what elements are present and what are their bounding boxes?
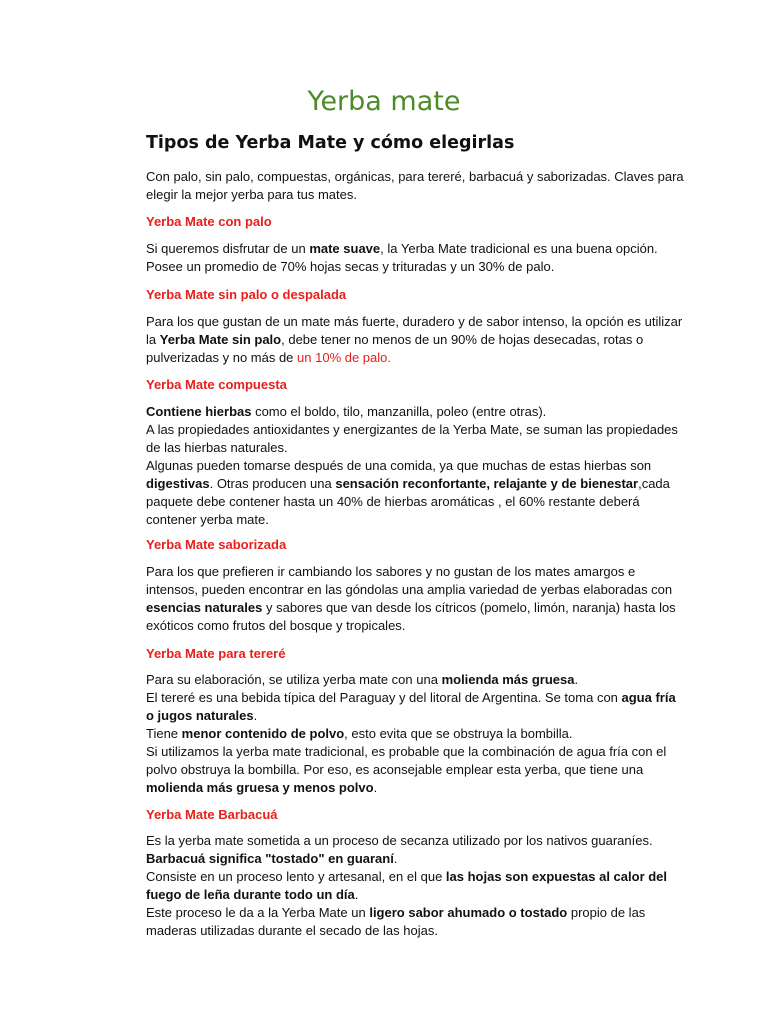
text-span: , debe tener no menos de un 90% de hojas desecadas, rotas o pulverizadas y no más de	[146, 332, 644, 365]
text-span: .	[373, 780, 378, 795]
line	[146, 832, 686, 868]
line	[146, 689, 686, 725]
text-span: como el boldo, tilo, manzanilla, poleo (entre otras).	[251, 404, 547, 419]
text-span: Algunas pueden tomarse después de una comida, ya que muchas de estas hierbas son	[146, 458, 652, 473]
text-span: .	[253, 708, 258, 723]
bold-span: sensación reconfortante, relajante y de bienestar	[335, 476, 639, 491]
paragraph-sin-palo	[146, 313, 686, 367]
bold-span: las hojas son expuestas al calor del fuego de leña durante todo un día	[146, 869, 668, 902]
heading-terere: Yerba Mate para tereré	[146, 646, 286, 661]
line	[146, 457, 686, 529]
heading-compuesta: Yerba Mate compuesta	[146, 377, 287, 392]
line	[146, 403, 686, 421]
text-span: . Otras producen una	[209, 476, 336, 491]
text-span: y sabores que van desde los cítricos (pomelo, limón, naranja) hasta los exóticos como frutos del bosque y tropicales.	[146, 600, 676, 633]
line	[146, 725, 686, 743]
text-span: .	[354, 887, 359, 902]
document-subtitle: Tipos de Yerba Mate y cómo elegirlas	[146, 133, 515, 153]
bold-span: molienda más gruesa y menos polvo	[146, 780, 374, 795]
bold-span: esencias naturales	[146, 600, 263, 615]
red-span: un 10% de palo.	[297, 350, 391, 365]
heading-saborizada: Yerba Mate saborizada	[146, 537, 287, 552]
bold-span: Barbacuá significa "tostado" en guaraní	[146, 851, 394, 866]
text-span: Tiene	[146, 726, 182, 741]
text-span: El tereré es una bebida típica del Paraguay y del litoral de Argentina. Se toma con	[146, 690, 622, 705]
document-title: Yerba mate	[307, 86, 461, 117]
line	[146, 743, 686, 797]
bold-span: menor contenido de polvo	[181, 726, 345, 741]
heading-sin-palo: Yerba Mate sin palo o despalada	[146, 287, 347, 302]
line: A las propiedades antioxidantes y energizantes de la Yerba Mate, se suman las propiedades de las hierbas naturales.	[146, 422, 678, 455]
intro-paragraph: Con palo, sin palo, compuestas, orgánicas, para tereré, barbacuá y saborizadas. Claves para elegir la mejor yerba para tus mates.	[146, 169, 684, 202]
text-span: , la Yerba Mate tradicional es una buena opción. Posee un promedio de 70% hojas secas y trituradas y un 30% de palo.	[146, 241, 658, 274]
bold-span: agua fría o jugos naturales	[146, 690, 676, 723]
text-span: ,cada paquete debe contener hasta un 40% de hierbas aromáticas , el 60% restante deberá contener yerba mate.	[146, 476, 670, 527]
bold-span: Yerba Mate sin palo	[159, 332, 282, 347]
paragraph-terere	[146, 671, 686, 797]
text-span: Para los que prefieren ir cambiando los sabores y no gustan de los mates amargos e intensos, pueden encontrar en las góndolas una amplia variedad de yerbas elaboradas con	[146, 564, 673, 597]
text-span: propio de las maderas utilizadas durante el secado de las hojas.	[146, 905, 646, 938]
text-span: Este proceso le da a la Yerba Mate un	[146, 905, 370, 920]
line	[146, 904, 686, 940]
paragraph-barbacua	[146, 832, 686, 940]
text-span: , esto evita que se obstruya la bombilla.	[344, 726, 573, 741]
heading-con-palo: Yerba Mate con palo	[146, 214, 272, 229]
text-span: .	[574, 672, 579, 687]
line	[146, 868, 686, 904]
paragraph-saborizada	[146, 563, 686, 635]
text-span: Si queremos disfrutar de un	[146, 241, 310, 256]
text-span: .	[393, 851, 398, 866]
paragraph-compuesta	[146, 403, 686, 529]
paragraph-con-palo	[146, 240, 686, 276]
text-span: Para su elaboración, se utiliza yerba mate con una	[146, 672, 442, 687]
text-span: Si utilizamos la yerba mate tradicional, es probable que la combinación de agua fría con el polvo obstruya la bombilla. Por eso, es aconsejable emplear esta yerba, que tiene una	[146, 744, 667, 777]
text-span: Para los que gustan de un mate más fuerte, duradero y de sabor intenso, la opción es utilizar la	[146, 314, 683, 347]
bold-span: ligero sabor ahumado o tostado	[369, 905, 568, 920]
bold-span: molienda más gruesa	[441, 672, 575, 687]
bold-span: mate suave	[309, 241, 381, 256]
heading-barbacua: Yerba Mate Barbacuá	[146, 807, 278, 822]
bold-span: digestivas	[146, 476, 210, 491]
bold-span: Contiene hierbas	[146, 404, 252, 419]
text-span: Es la yerba mate sometida a un proceso de secanza utilizado por los nativos guaraníes.	[146, 833, 653, 848]
text-span: Consiste en un proceso lento y artesanal, en el que	[146, 869, 446, 884]
line	[146, 671, 686, 689]
